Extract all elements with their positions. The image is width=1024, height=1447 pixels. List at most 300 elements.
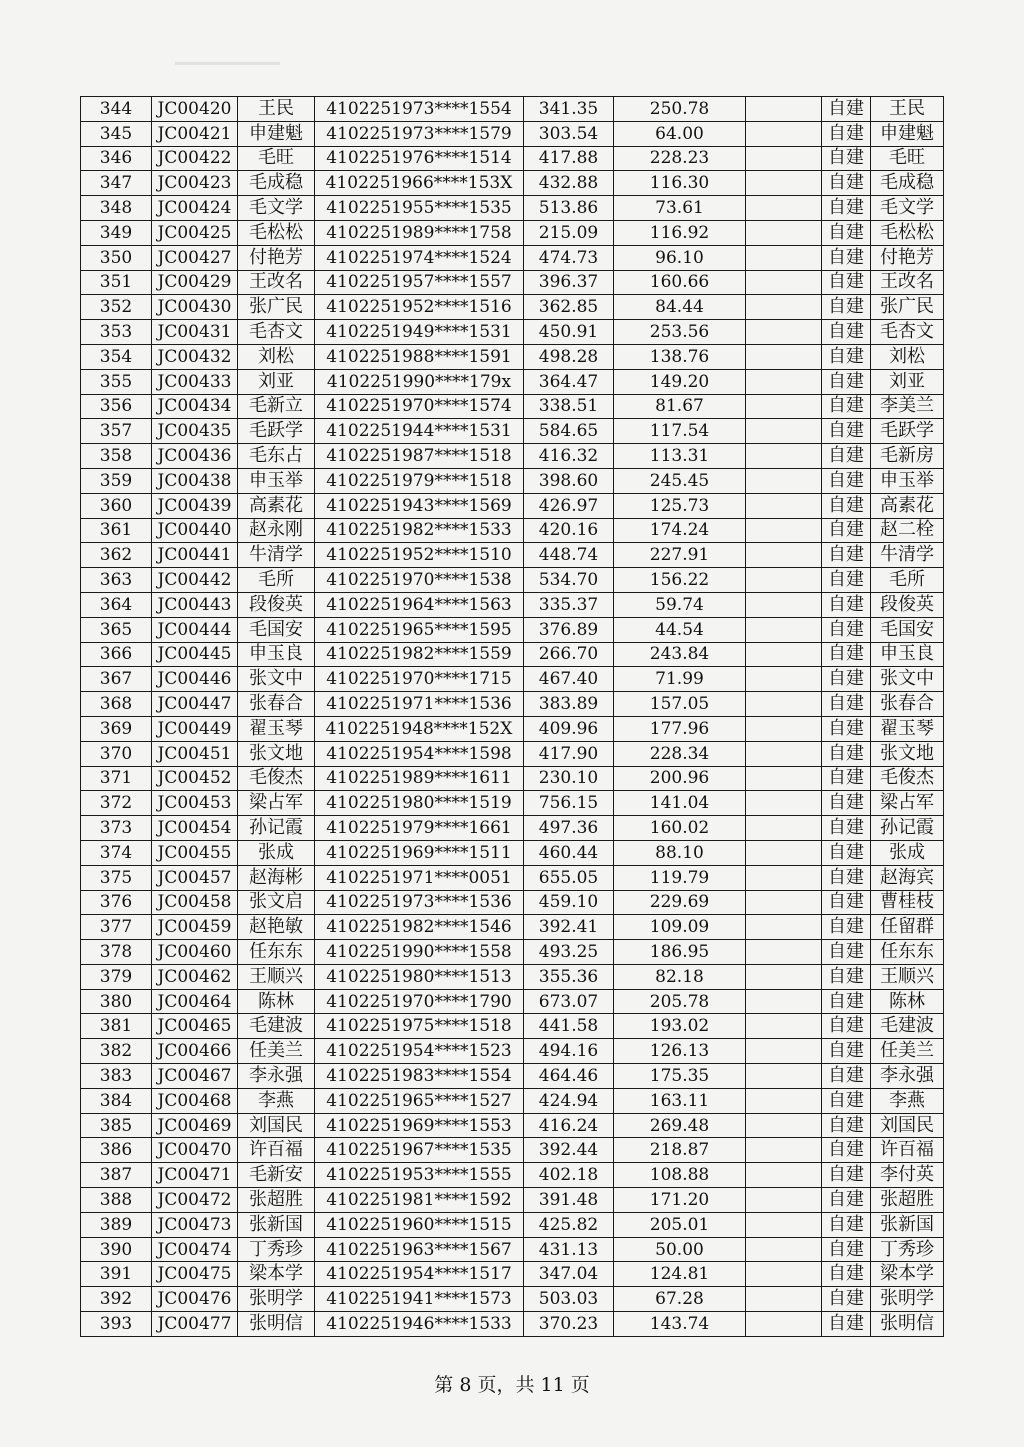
type-cell: 自建 [822, 220, 871, 245]
code-cell: JC00465 [152, 1014, 238, 1039]
code-cell: JC00434 [152, 394, 238, 419]
name-cell: 张超胜 [238, 1188, 315, 1213]
id-number-cell: 4102251970****1538 [315, 568, 524, 593]
area-2-cell: 200.96 [614, 766, 746, 791]
holder-cell: 丁秀珍 [871, 1237, 944, 1262]
holder-cell: 刘亚 [871, 369, 944, 394]
area-2-cell: 205.78 [614, 989, 746, 1014]
table-row [81, 295, 944, 320]
blank-cell [746, 369, 822, 394]
table-row [81, 1188, 944, 1213]
id-number-cell: 4102251973****1536 [315, 890, 524, 915]
row-number-cell: 370 [81, 741, 152, 766]
type-cell: 自建 [822, 791, 871, 816]
blank-cell [746, 1312, 822, 1337]
holder-cell: 翟玉琴 [871, 716, 944, 741]
area-1-cell: 474.73 [524, 245, 614, 270]
holder-cell: 李燕 [871, 1088, 944, 1113]
type-cell: 自建 [822, 1039, 871, 1064]
area-2-cell: 218.87 [614, 1138, 746, 1163]
holder-cell: 毛松松 [871, 220, 944, 245]
blank-cell [746, 692, 822, 717]
code-cell: JC00421 [152, 121, 238, 146]
blank-cell [746, 568, 822, 593]
name-cell: 王民 [238, 97, 315, 122]
code-cell: JC00455 [152, 840, 238, 865]
type-cell: 自建 [822, 692, 871, 717]
table-row [81, 1163, 944, 1188]
registry-table [80, 96, 944, 1337]
type-cell: 自建 [822, 369, 871, 394]
name-cell: 段俊英 [238, 592, 315, 617]
table-row [81, 245, 944, 270]
name-cell: 付艳芳 [238, 245, 315, 270]
area-2-cell: 141.04 [614, 791, 746, 816]
id-number-cell: 4102251953****1555 [315, 1163, 524, 1188]
id-number-cell: 4102251946****1533 [315, 1312, 524, 1337]
area-2-cell: 117.54 [614, 419, 746, 444]
type-cell: 自建 [822, 196, 871, 221]
holder-cell: 张春合 [871, 692, 944, 717]
row-number-cell: 369 [81, 716, 152, 741]
area-2-cell: 205.01 [614, 1212, 746, 1237]
code-cell: JC00431 [152, 320, 238, 345]
name-cell: 张春合 [238, 692, 315, 717]
blank-cell [746, 295, 822, 320]
table-row [81, 270, 944, 295]
holder-cell: 毛跃学 [871, 419, 944, 444]
blank-cell [746, 617, 822, 642]
name-cell: 毛新安 [238, 1163, 315, 1188]
name-cell: 申玉良 [238, 642, 315, 667]
row-number-cell: 363 [81, 568, 152, 593]
holder-cell: 孙记霞 [871, 816, 944, 841]
area-2-cell: 245.45 [614, 468, 746, 493]
holder-cell: 曹桂枝 [871, 890, 944, 915]
type-cell: 自建 [822, 667, 871, 692]
holder-cell: 张新国 [871, 1212, 944, 1237]
blank-cell [746, 394, 822, 419]
area-1-cell: 303.54 [524, 121, 614, 146]
id-number-cell: 4102251990****179x [315, 369, 524, 394]
blank-cell [746, 865, 822, 890]
area-1-cell: 494.16 [524, 1039, 614, 1064]
name-cell: 陈林 [238, 989, 315, 1014]
type-cell: 自建 [822, 394, 871, 419]
id-number-cell: 4102251944****1531 [315, 419, 524, 444]
table-row [81, 1212, 944, 1237]
name-cell: 刘国民 [238, 1113, 315, 1138]
area-1-cell: 464.46 [524, 1064, 614, 1089]
blank-cell [746, 320, 822, 345]
type-cell: 自建 [822, 419, 871, 444]
table-row [81, 865, 944, 890]
table-row [81, 171, 944, 196]
table-row [81, 1088, 944, 1113]
id-number-cell: 4102251954****1598 [315, 741, 524, 766]
table-row [81, 97, 944, 122]
row-number-cell: 347 [81, 171, 152, 196]
area-2-cell: 84.44 [614, 295, 746, 320]
area-2-cell: 88.10 [614, 840, 746, 865]
table-row [81, 766, 944, 791]
blank-cell [746, 642, 822, 667]
code-cell: JC00477 [152, 1312, 238, 1337]
type-cell: 自建 [822, 1163, 871, 1188]
area-1-cell: 417.90 [524, 741, 614, 766]
table-row [81, 617, 944, 642]
code-cell: JC00436 [152, 444, 238, 469]
area-1-cell: 370.23 [524, 1312, 614, 1337]
row-number-cell: 357 [81, 419, 152, 444]
type-cell: 自建 [822, 592, 871, 617]
blank-cell [746, 1064, 822, 1089]
blank-cell [746, 1014, 822, 1039]
holder-cell: 任留群 [871, 915, 944, 940]
blank-cell [746, 816, 822, 841]
code-cell: JC00473 [152, 1212, 238, 1237]
blank-cell [746, 121, 822, 146]
id-number-cell: 4102251970****1715 [315, 667, 524, 692]
code-cell: JC00440 [152, 518, 238, 543]
table-row [81, 964, 944, 989]
holder-cell: 张文中 [871, 667, 944, 692]
row-number-cell: 382 [81, 1039, 152, 1064]
blank-cell [746, 1188, 822, 1213]
table-row [81, 840, 944, 865]
area-1-cell: 392.41 [524, 915, 614, 940]
table-row [81, 444, 944, 469]
code-cell: JC00471 [152, 1163, 238, 1188]
table-row [81, 344, 944, 369]
holder-cell: 申建魁 [871, 121, 944, 146]
code-cell: JC00432 [152, 344, 238, 369]
area-2-cell: 253.56 [614, 320, 746, 345]
area-2-cell: 67.28 [614, 1287, 746, 1312]
holder-cell: 王改名 [871, 270, 944, 295]
type-cell: 自建 [822, 1312, 871, 1337]
blank-cell [746, 493, 822, 518]
table-row [81, 146, 944, 171]
table-body [81, 97, 944, 1337]
name-cell: 毛建波 [238, 1014, 315, 1039]
row-number-cell: 379 [81, 964, 152, 989]
area-1-cell: 362.85 [524, 295, 614, 320]
blank-cell [746, 270, 822, 295]
area-1-cell: 355.36 [524, 964, 614, 989]
holder-cell: 毛国安 [871, 617, 944, 642]
area-1-cell: 426.97 [524, 493, 614, 518]
holder-cell: 陈林 [871, 989, 944, 1014]
area-2-cell: 157.05 [614, 692, 746, 717]
id-number-cell: 4102251964****1563 [315, 592, 524, 617]
blank-cell [746, 741, 822, 766]
type-cell: 自建 [822, 816, 871, 841]
row-number-cell: 393 [81, 1312, 152, 1337]
area-2-cell: 116.30 [614, 171, 746, 196]
name-cell: 毛成稳 [238, 171, 315, 196]
name-cell: 张文地 [238, 741, 315, 766]
table-row [81, 1064, 944, 1089]
type-cell: 自建 [822, 1188, 871, 1213]
id-number-cell: 4102251976****1514 [315, 146, 524, 171]
holder-cell: 毛新房 [871, 444, 944, 469]
table-row [81, 716, 944, 741]
code-cell: JC00470 [152, 1138, 238, 1163]
area-2-cell: 160.02 [614, 816, 746, 841]
id-number-cell: 4102251955****1535 [315, 196, 524, 221]
area-2-cell: 108.88 [614, 1163, 746, 1188]
id-number-cell: 4102251983****1554 [315, 1064, 524, 1089]
row-number-cell: 391 [81, 1262, 152, 1287]
row-number-cell: 364 [81, 592, 152, 617]
page-number: 第 8 页，共 11 页 [434, 1374, 590, 1396]
table-row [81, 196, 944, 221]
name-cell: 许百福 [238, 1138, 315, 1163]
area-1-cell: 441.58 [524, 1014, 614, 1039]
type-cell: 自建 [822, 1237, 871, 1262]
type-cell: 自建 [822, 1064, 871, 1089]
row-number-cell: 376 [81, 890, 152, 915]
table-row [81, 419, 944, 444]
area-1-cell: 425.82 [524, 1212, 614, 1237]
blank-cell [746, 171, 822, 196]
blank-cell [746, 716, 822, 741]
name-cell: 申建魁 [238, 121, 315, 146]
area-1-cell: 266.70 [524, 642, 614, 667]
holder-cell: 梁占军 [871, 791, 944, 816]
area-2-cell: 228.34 [614, 741, 746, 766]
table-row [81, 1039, 944, 1064]
holder-cell: 付艳芳 [871, 245, 944, 270]
area-1-cell: 513.86 [524, 196, 614, 221]
name-cell: 李永强 [238, 1064, 315, 1089]
type-cell: 自建 [822, 1138, 871, 1163]
name-cell: 高素花 [238, 493, 315, 518]
blank-cell [746, 97, 822, 122]
holder-cell: 段俊英 [871, 592, 944, 617]
type-cell: 自建 [822, 543, 871, 568]
name-cell: 毛跃学 [238, 419, 315, 444]
table-row [81, 1138, 944, 1163]
area-1-cell: 756.15 [524, 791, 614, 816]
name-cell: 张明信 [238, 1312, 315, 1337]
name-cell: 张文中 [238, 667, 315, 692]
blank-cell [746, 890, 822, 915]
id-number-cell: 4102251954****1523 [315, 1039, 524, 1064]
blank-cell [746, 220, 822, 245]
blank-cell [746, 1212, 822, 1237]
table-row [81, 940, 944, 965]
code-cell: JC00424 [152, 196, 238, 221]
area-1-cell: 391.48 [524, 1188, 614, 1213]
id-number-cell: 4102251970****1790 [315, 989, 524, 1014]
area-2-cell: 171.20 [614, 1188, 746, 1213]
id-number-cell: 4102251982****1533 [315, 518, 524, 543]
holder-cell: 任美兰 [871, 1039, 944, 1064]
name-cell: 刘松 [238, 344, 315, 369]
id-number-cell: 4102251960****1515 [315, 1212, 524, 1237]
area-1-cell: 460.44 [524, 840, 614, 865]
id-number-cell: 4102251949****1531 [315, 320, 524, 345]
type-cell: 自建 [822, 1287, 871, 1312]
row-number-cell: 389 [81, 1212, 152, 1237]
name-cell: 丁秀珍 [238, 1237, 315, 1262]
blank-cell [746, 1113, 822, 1138]
row-number-cell: 371 [81, 766, 152, 791]
row-number-cell: 372 [81, 791, 152, 816]
code-cell: JC00445 [152, 642, 238, 667]
holder-cell: 李付英 [871, 1163, 944, 1188]
blank-cell [746, 964, 822, 989]
area-1-cell: 432.88 [524, 171, 614, 196]
name-cell: 王改名 [238, 270, 315, 295]
row-number-cell: 378 [81, 940, 152, 965]
name-cell: 毛杏文 [238, 320, 315, 345]
holder-cell: 牛清学 [871, 543, 944, 568]
type-cell: 自建 [822, 171, 871, 196]
area-2-cell: 116.92 [614, 220, 746, 245]
holder-cell: 毛俊杰 [871, 766, 944, 791]
blank-cell [746, 1262, 822, 1287]
table-row [81, 320, 944, 345]
area-1-cell: 534.70 [524, 568, 614, 593]
area-1-cell: 364.47 [524, 369, 614, 394]
area-2-cell: 71.99 [614, 667, 746, 692]
code-cell: JC00460 [152, 940, 238, 965]
blank-cell [746, 1237, 822, 1262]
table-row [81, 816, 944, 841]
row-number-cell: 392 [81, 1287, 152, 1312]
row-number-cell: 358 [81, 444, 152, 469]
id-number-cell: 4102251963****1567 [315, 1237, 524, 1262]
row-number-cell: 383 [81, 1064, 152, 1089]
area-1-cell: 448.74 [524, 543, 614, 568]
code-cell: JC00459 [152, 915, 238, 940]
type-cell: 自建 [822, 97, 871, 122]
area-1-cell: 459.10 [524, 890, 614, 915]
id-number-cell: 4102251982****1559 [315, 642, 524, 667]
table-row [81, 1287, 944, 1312]
code-cell: JC00420 [152, 97, 238, 122]
row-number-cell: 349 [81, 220, 152, 245]
area-2-cell: 228.23 [614, 146, 746, 171]
table-row [81, 1312, 944, 1337]
type-cell: 自建 [822, 493, 871, 518]
area-1-cell: 347.04 [524, 1262, 614, 1287]
table-row [81, 915, 944, 940]
holder-cell: 毛所 [871, 568, 944, 593]
id-number-cell: 4102251941****1573 [315, 1287, 524, 1312]
area-2-cell: 44.54 [614, 617, 746, 642]
blank-cell [746, 1287, 822, 1312]
row-number-cell: 344 [81, 97, 152, 122]
row-number-cell: 353 [81, 320, 152, 345]
type-cell: 自建 [822, 146, 871, 171]
code-cell: JC00427 [152, 245, 238, 270]
blank-cell [746, 791, 822, 816]
id-number-cell: 4102251948****152X [315, 716, 524, 741]
id-number-cell: 4102251967****1535 [315, 1138, 524, 1163]
type-cell: 自建 [822, 766, 871, 791]
name-cell: 李燕 [238, 1088, 315, 1113]
blank-cell [746, 419, 822, 444]
code-cell: JC00462 [152, 964, 238, 989]
code-cell: JC00423 [152, 171, 238, 196]
row-number-cell: 374 [81, 840, 152, 865]
id-number-cell: 4102251971****0051 [315, 865, 524, 890]
area-2-cell: 125.73 [614, 493, 746, 518]
name-cell: 毛文学 [238, 196, 315, 221]
area-2-cell: 229.69 [614, 890, 746, 915]
holder-cell: 许百福 [871, 1138, 944, 1163]
id-number-cell: 4102251957****1557 [315, 270, 524, 295]
row-number-cell: 365 [81, 617, 152, 642]
id-number-cell: 4102251988****1591 [315, 344, 524, 369]
id-number-cell: 4102251969****1511 [315, 840, 524, 865]
type-cell: 自建 [822, 890, 871, 915]
area-1-cell: 467.40 [524, 667, 614, 692]
area-1-cell: 498.28 [524, 344, 614, 369]
type-cell: 自建 [822, 915, 871, 940]
area-2-cell: 64.00 [614, 121, 746, 146]
area-2-cell: 250.78 [614, 97, 746, 122]
area-1-cell: 497.36 [524, 816, 614, 841]
table-row [81, 1262, 944, 1287]
blank-cell [746, 667, 822, 692]
area-2-cell: 119.79 [614, 865, 746, 890]
area-2-cell: 156.22 [614, 568, 746, 593]
table-row [81, 791, 944, 816]
area-1-cell: 424.94 [524, 1088, 614, 1113]
type-cell: 自建 [822, 865, 871, 890]
area-2-cell: 82.18 [614, 964, 746, 989]
code-cell: JC00443 [152, 592, 238, 617]
area-2-cell: 227.91 [614, 543, 746, 568]
holder-cell: 张广民 [871, 295, 944, 320]
blank-cell [746, 1138, 822, 1163]
table-row [81, 1014, 944, 1039]
holder-cell: 毛建波 [871, 1014, 944, 1039]
table-row [81, 493, 944, 518]
area-1-cell: 431.13 [524, 1237, 614, 1262]
name-cell: 翟玉琴 [238, 716, 315, 741]
area-1-cell: 409.96 [524, 716, 614, 741]
blank-cell [746, 543, 822, 568]
id-number-cell: 4102251987****1518 [315, 444, 524, 469]
row-number-cell: 346 [81, 146, 152, 171]
code-cell: JC00452 [152, 766, 238, 791]
code-cell: JC00453 [152, 791, 238, 816]
name-cell: 张新国 [238, 1212, 315, 1237]
table-row [81, 518, 944, 543]
blank-cell [746, 592, 822, 617]
code-cell: JC00474 [152, 1237, 238, 1262]
row-number-cell: 350 [81, 245, 152, 270]
table-row [81, 890, 944, 915]
type-cell: 自建 [822, 964, 871, 989]
code-cell: JC00451 [152, 741, 238, 766]
area-1-cell: 402.18 [524, 1163, 614, 1188]
id-number-cell: 4102251973****1579 [315, 121, 524, 146]
id-number-cell: 4102251952****1516 [315, 295, 524, 320]
code-cell: JC00469 [152, 1113, 238, 1138]
table-row [81, 741, 944, 766]
row-number-cell: 385 [81, 1113, 152, 1138]
type-cell: 自建 [822, 642, 871, 667]
type-cell: 自建 [822, 518, 871, 543]
area-1-cell: 584.65 [524, 419, 614, 444]
